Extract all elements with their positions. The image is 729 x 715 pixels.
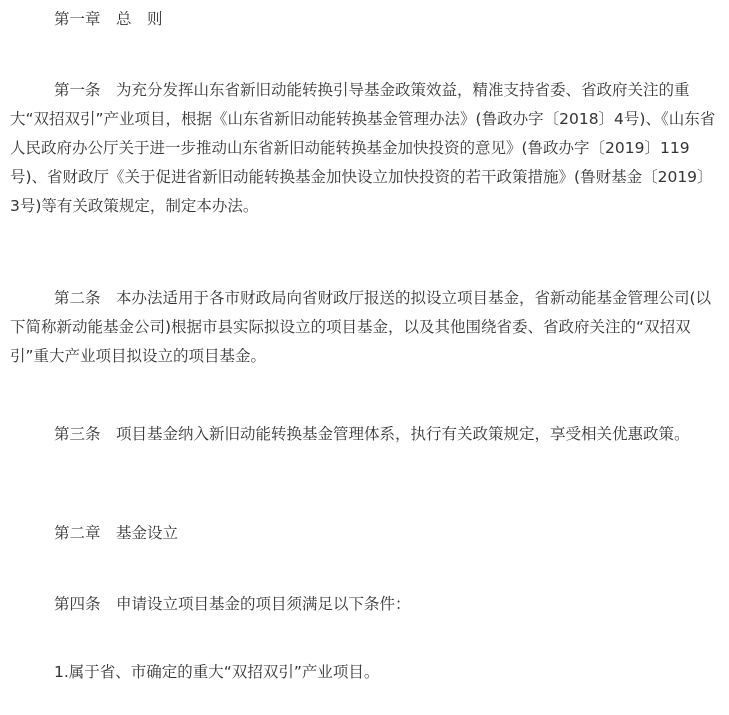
article-1: 第一条 为充分发挥山东省新旧动能转换引导基金政策效益，精准支持省委、省政府关注的重大“双招双引”产业项目，根据《山东省新旧动能转换基金管理办法》(鲁政办字〔2018〕4号)、《山东省人民政府办公厅关于进一步推动山东省新旧动能转换基金加快投资的意见》(鲁政办字〔2019〕119号)、省财政厅《关于促进省新旧动能转换基金加快设立加快投资的若干政策措施》(鲁财基金〔2019〕3号)等有关政策规定，制定本办法。 <box>10 81 716 215</box>
chapter-heading-2: 第二章 基金设立 <box>54 524 179 542</box>
article-3: 第三条 项目基金纳入新旧动能转换基金管理体系，执行有关政策规定，享受相关优惠政策。 <box>54 425 690 443</box>
chapter-heading-1: 第一章 总 则 <box>54 10 163 28</box>
list-item-1: 1.属于省、市确定的重大“双招双引”产业项目。 <box>54 663 380 681</box>
article-4: 第四条 申请设立项目基金的项目须满足以下条件： <box>54 595 411 613</box>
article-2: 第二条 本办法适用于各市财政局向省财政厅报送的拟设立项目基金，省新动能基金管理公司(以下简称新动能基金公司)根据市县实际拟设立的项目基金，以及其他围绕省委、省政府关注的“双招双引”重大产业项目拟设立的项目基金。 <box>10 289 712 365</box>
